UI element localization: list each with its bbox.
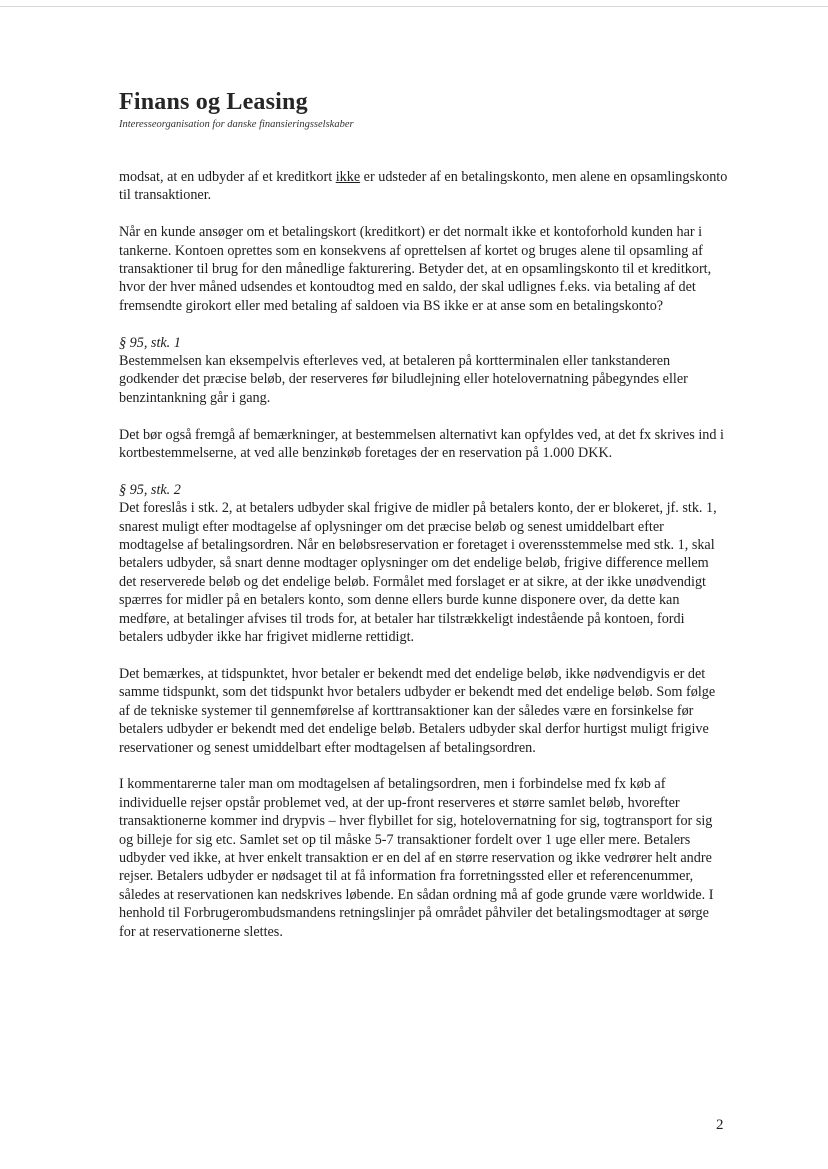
- paragraph-1-end: er udsteder af en betalingskonto, men alene en opsamlingskonto til transaktioner.: [119, 169, 728, 204]
- paragraph-2: Når en kunde ansøger om et betalingskort (kreditkort) er det normalt ikke et kontoforhold kunden har i tankerne. Kontoen oprettes som en konsekvens af oprettelsen af kortet og bruges alene til opsamling af transaktioner til brug for den månedlige fakturering. Betyder det, at en opsamlingskonto til et kreditkort, hvor der hver måned udsendes et kontoudtog med en saldo, der skal udlignes f.eks. via betaling af det fremsendte girokort eller med betaling af saldoen via BS ikke er at anse som en betalingskonto?: [119, 224, 712, 314]
- underlined-word: ikke: [335, 169, 361, 185]
- section-text: Bestemmelsen kan eksempelvis efterleves ved, at betaleren på kortterminalen eller tankstanderen godkender det præcise beløb, der reserveres før biludlejning eller hotelovernatning påbegyndes eller benzintankning går i gang.: [119, 353, 688, 406]
- paragraph-4: Det bør også fremgå af bemærkninger, at bestemmelsen alternativt kan opfyldes ved, at det fx skrives ind i kortbestemmelserne, at ved alle benzinkøb foretages der en reservation på 1.000 DKK.: [119, 426, 724, 462]
- section-text: Det foreslås i stk. 2, at betalers udbyder skal frigive de midler på betalers konto, der er blokeret, jf. stk. 1, snarest muligt efter modtagelse af oplysninger om det præcise beløb og senest umiddelbart efter modtagelse af betalingsordren. Når en beløbsreservation er foretaget i overensstemmelse med stk. 1, skal betalers udbyder, så snart denne modtager oplysninger om det endelige beløb, frigive difference mellem det reserverede beløb og det endelige beløb. Formålet med forslaget er at sikre, at der ikke unødvendigt spærres for midler på en betalers konto, som denne ellers burde kunne disponere over, da dette kan medføre, at betalinger afvises til trods for, at betaler har tilstrækkeligt indestående på kontoen, fordi betalers udbyder ikke har frigivet midlerne rettidigt.: [119, 500, 717, 646]
- letterhead: [119, 88, 354, 132]
- page-number: 2: [716, 1117, 724, 1133]
- top-rule: [0, 6, 828, 7]
- paragraph-1: [119, 168, 729, 205]
- letterhead-title: Finans og Leasing: [119, 89, 308, 115]
- paragraph-1-start: modsat, at en udbyder af et kreditkort: [119, 169, 336, 185]
- paragraph-6: Det bemærkes, at tidspunktet, hvor betaler er bekendt med det endelige beløb, ikke nødvendigvis er det samme tidspunkt, som det tidspunkt hvor betalers udbyder er bekendt med det endelige beløb. Som følge af de tekniske systemer til gennemførelse af korttransaktioner kan der således være en forsinkelse før betalers udbyder er bekendt med det endelige beløb. Betalers udbyder skal derfor hurtigst muligt frigive reservationer og senest umiddelbart efter modtagelsen af betalingsordren.: [119, 665, 716, 756]
- section-heading: § 95, stk. 2: [119, 481, 181, 498]
- document-body: [119, 168, 729, 959]
- section-95-1: [119, 334, 729, 408]
- section-95-2: [119, 481, 729, 647]
- paragraph-7: I kommentarerne taler man om modtagelsen af betalingsordren, men i forbindelse med fx køb af individuelle rejser opstår problemet ved, at der up-front reserveres et større samlet beløb, hvorefter transaktionerne kommer ind drypvis – hver flybillet for sig, hotelovernatning for sig, togtransport for sig og billeje for sig etc. Samlet set op til måske 5-7 transaktioner fordelt over 1 uge eller mere. Betalers udbyder ved ikke, at hver enkelt transaktion er en del af en større reservation og ikke vedrører helt andre rejser. Betalers udbyder er nødsaget til at få information fra forretningssted eller et referencenummer, således at reservationen kan nedskrives løbende. En sådan ordning må af gode grunde være worldwide. I henhold til Forbrugerombudsmandens retningslinjer på området påhviler det betalingsmodtager at sørge for at reservationerne slettes.: [119, 776, 714, 940]
- letterhead-subtitle: Interesseorganisation for danske finansieringsselskaber: [119, 119, 354, 130]
- section-heading: § 95, stk. 1: [119, 334, 181, 351]
